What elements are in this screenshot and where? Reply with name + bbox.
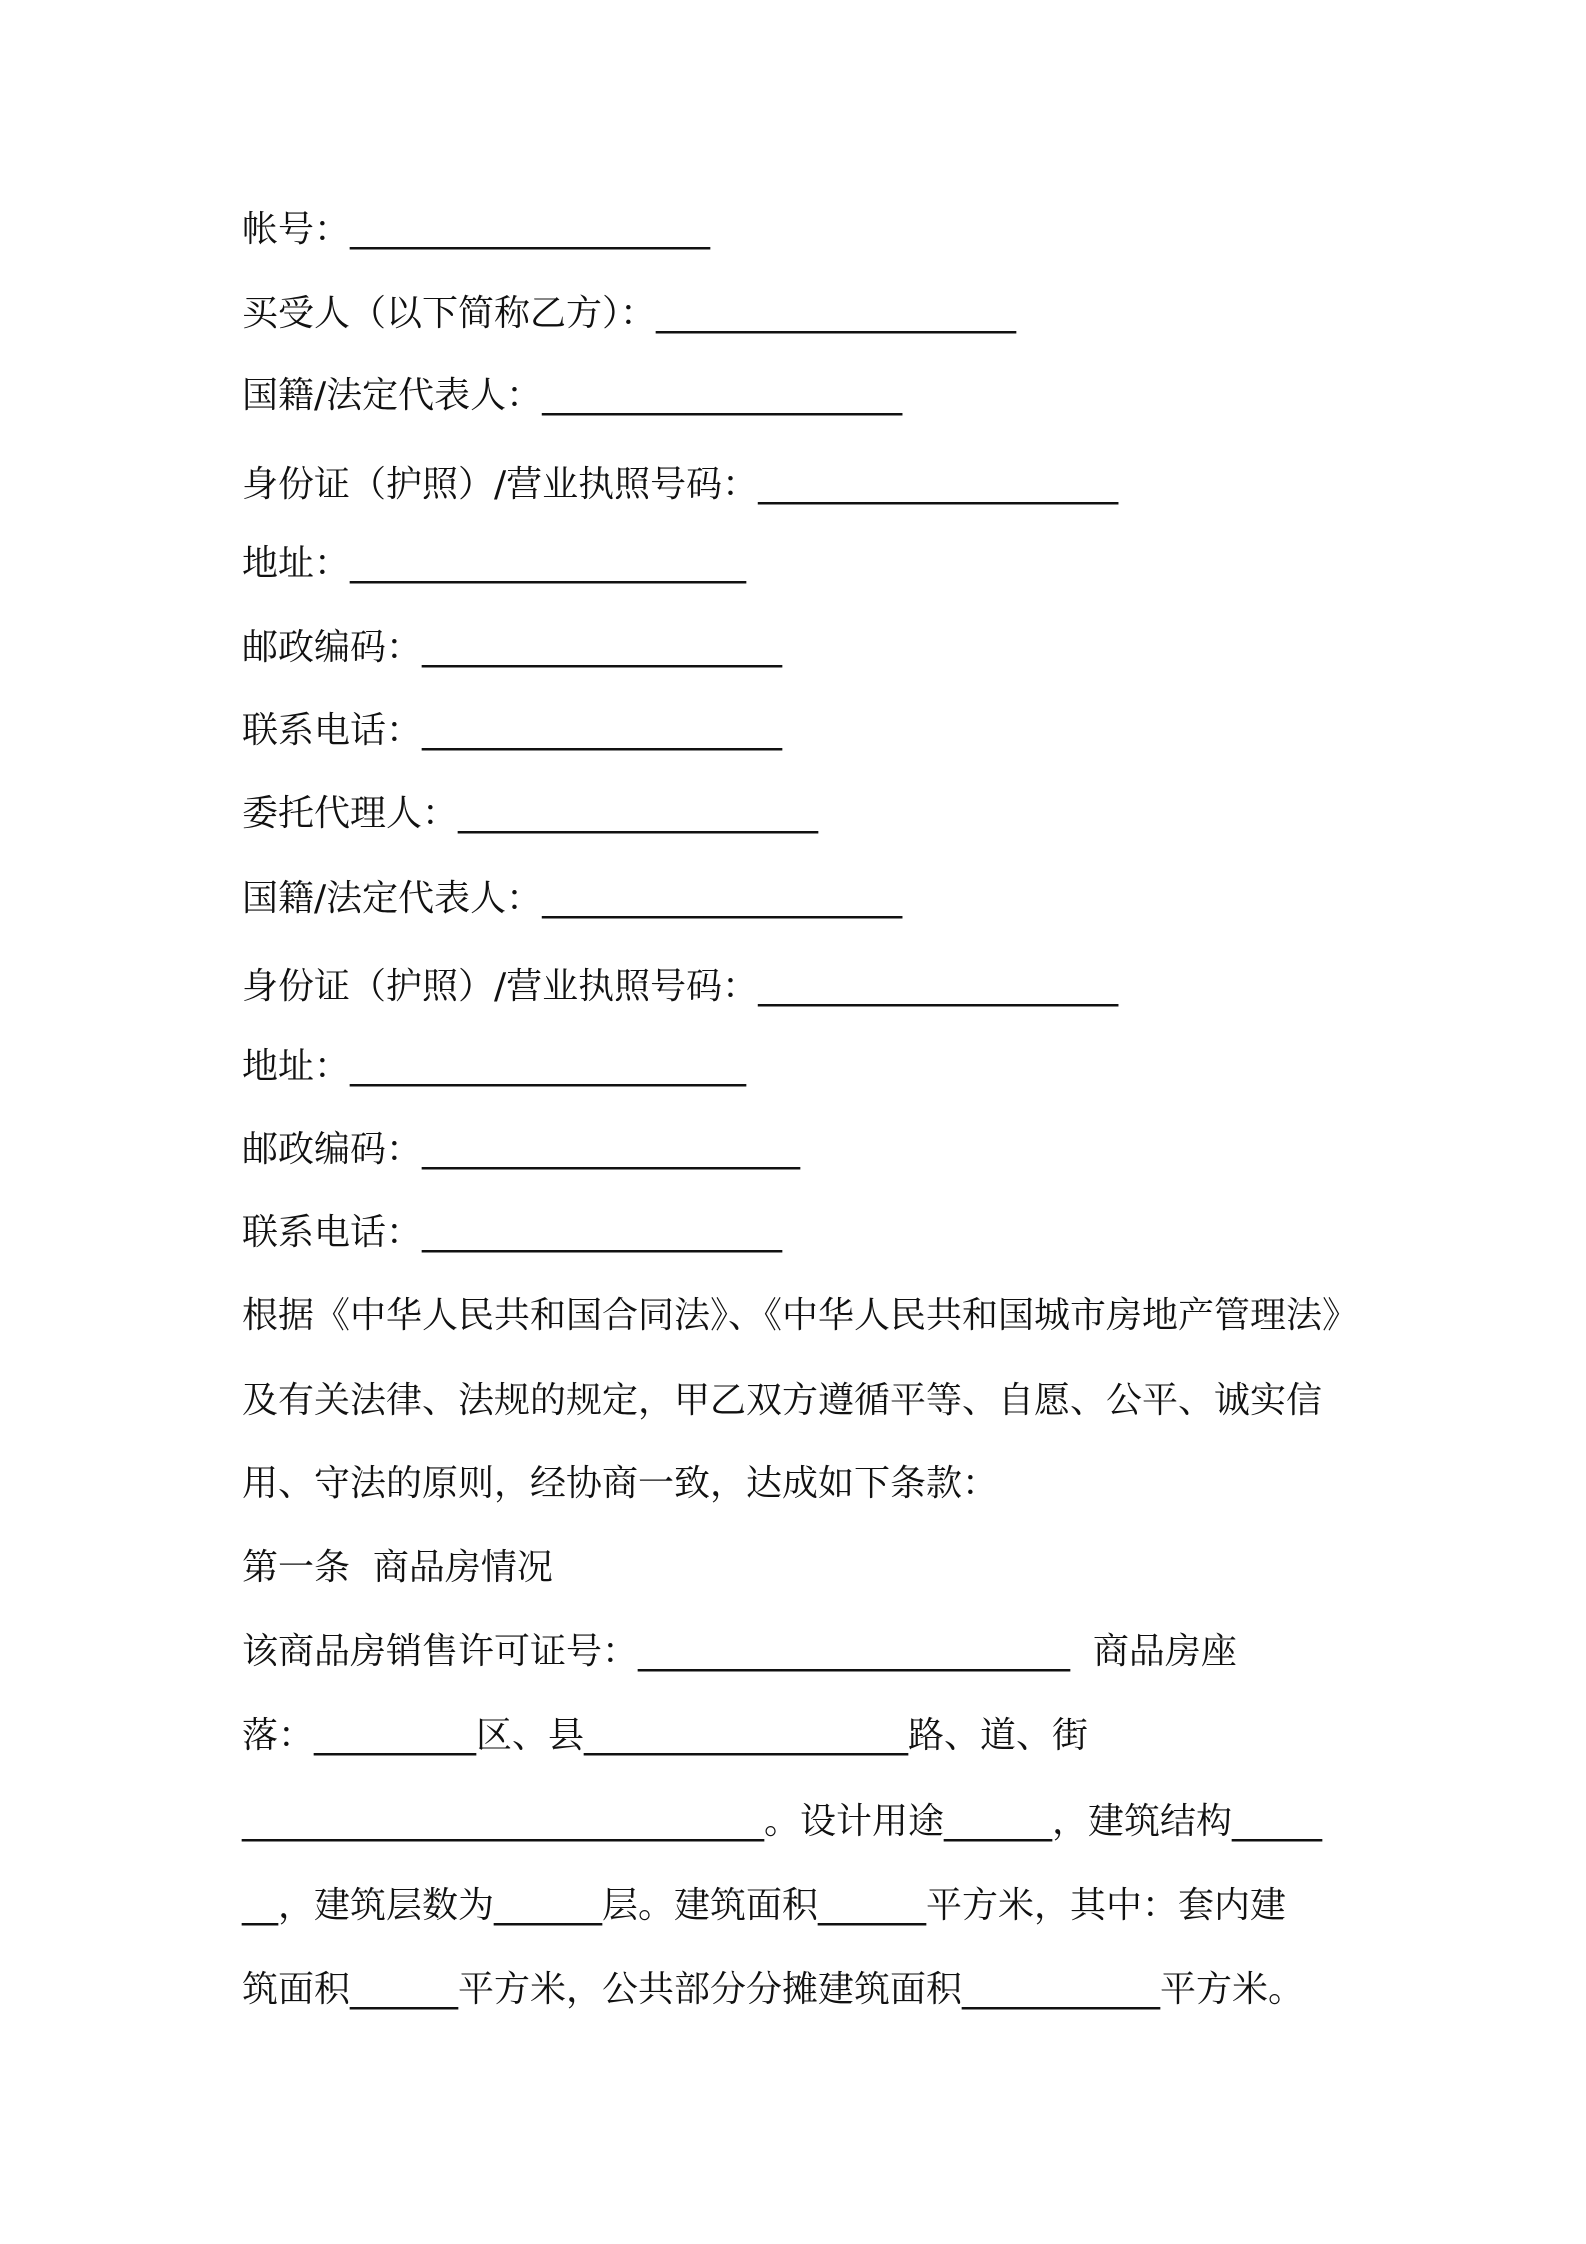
agent-postcode-line: 邮政编码：_____________________: [242, 1129, 801, 1170]
agent-line: 委托代理人：____________________: [242, 793, 819, 834]
buyer-id-line: 身份证（护照）/营业执照号码：____________________: [242, 464, 1119, 505]
buyer-phone-line: 联系电话：____________________: [242, 710, 783, 751]
article-1-line-1: 该商品房销售许可证号：________________________ 商品房座: [242, 1631, 1237, 1672]
buyer-address-line: 地址：______________________: [242, 543, 747, 584]
article-1-line-5: 筑面积______平方米，公共部分分摊建筑面积___________平方米。: [242, 1969, 1305, 2010]
agent-phone-line: 联系电话：____________________: [242, 1212, 783, 1253]
agent-id-line: 身份证（护照）/营业执照号码：____________________: [242, 966, 1119, 1007]
article-1-line-3: _____________________________。设计用途______，建筑结构_____: [242, 1801, 1323, 1842]
article-1-line-4: __，建筑层数为______层。建筑面积______平方米，其中：套内建: [242, 1885, 1287, 1926]
article-1-line-2: 落：_________区、县__________________路、道、街: [242, 1715, 1089, 1756]
agent-nationality-line: 国籍/法定代表人：____________________: [242, 878, 903, 919]
agent-address-line: 地址：______________________: [242, 1046, 747, 1087]
article-1-heading: 第一条 商品房情况: [242, 1547, 553, 1588]
preamble-line-1: 根据《中华人民共和国合同法》、《中华人民共和国城市房地产管理法》: [242, 1295, 1359, 1336]
buyer-postcode-line: 邮政编码：____________________: [242, 627, 783, 668]
buyer-nationality-line: 国籍/法定代表人：____________________: [242, 375, 903, 416]
account-line: 帐号：____________________: [242, 209, 711, 250]
preamble-line-2: 及有关法律、法规的规定，甲乙双方遵循平等、自愿、公平、诚实信: [242, 1380, 1323, 1421]
buyer-line: 买受人（以下简称乙方）：____________________: [242, 293, 1017, 334]
preamble-line-3: 用、守法的原则，经协商一致，达成如下条款：: [242, 1463, 999, 1504]
